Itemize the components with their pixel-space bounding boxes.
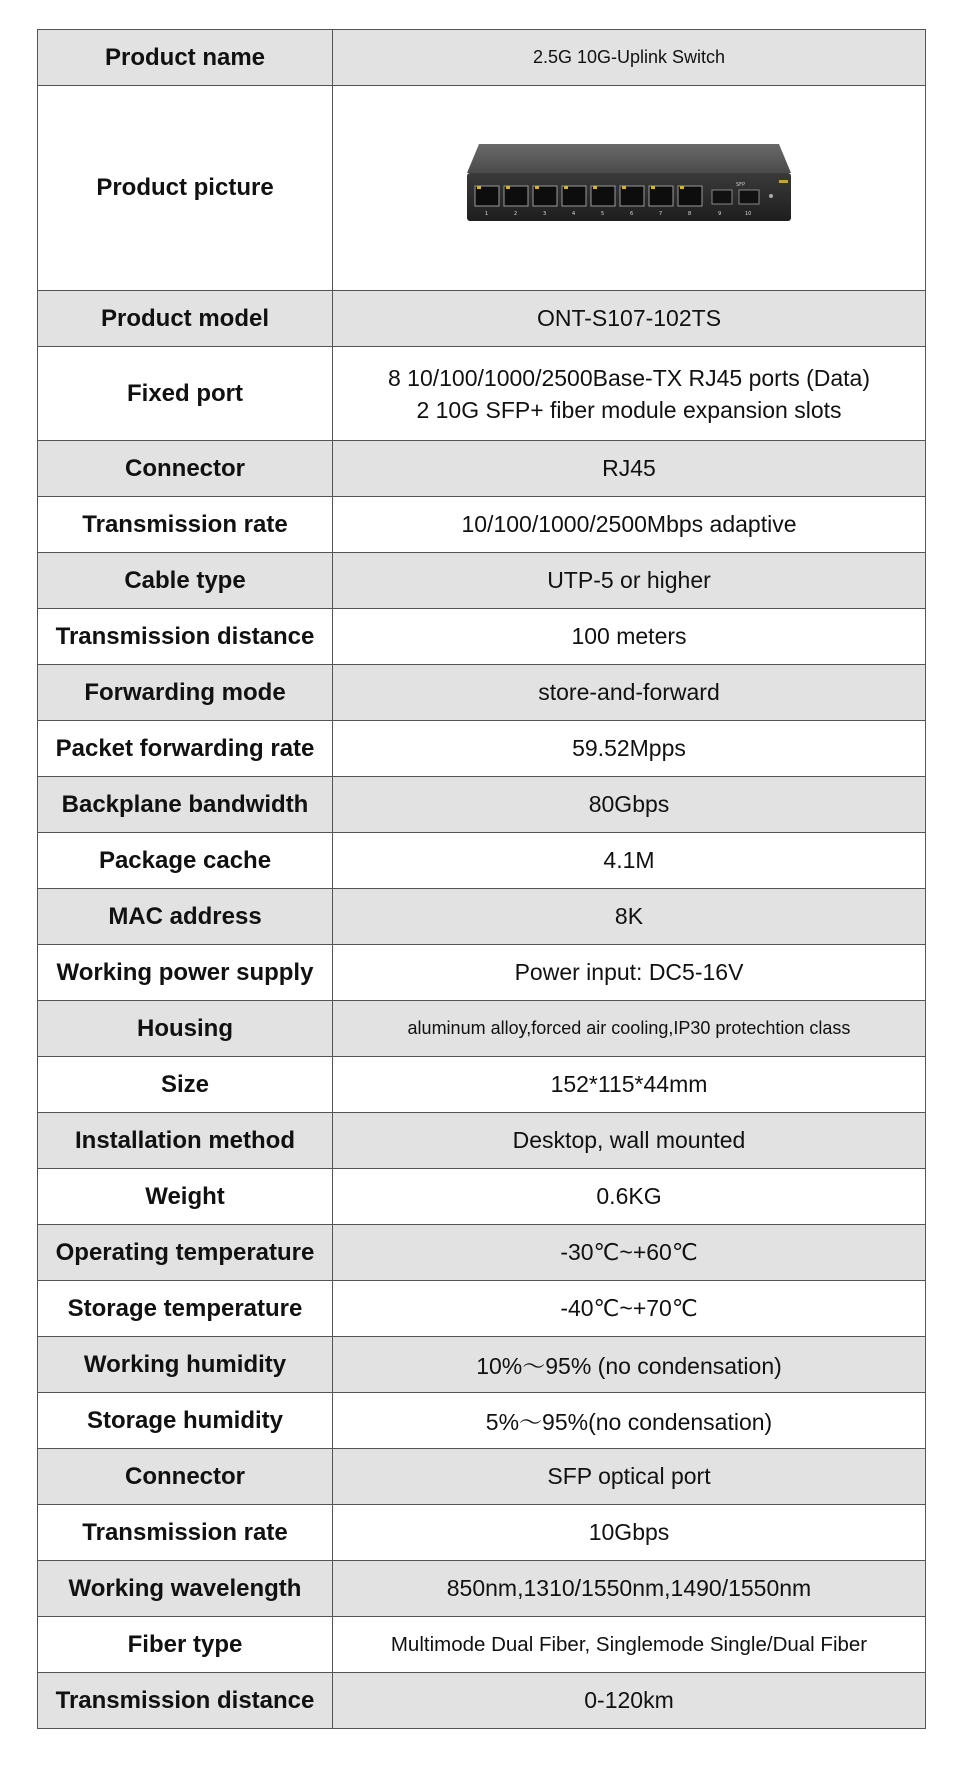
port-label: 4 [572,211,576,217]
row-operating-temperature [38,1225,926,1281]
port-led [564,186,568,189]
value: 10Gbps [333,1505,926,1561]
value: store-and-forward [333,665,926,721]
port-led [506,186,510,189]
svg-text:10: 10 [745,211,752,217]
value: 4.1M [333,833,926,889]
label: Fiber type [38,1617,333,1673]
label: Operating temperature [38,1225,333,1281]
row-product-name [38,30,926,86]
label: Product picture [38,86,333,291]
product-picture-cell [333,86,926,291]
port-label: 6 [630,211,634,217]
row-working-humidity [38,1337,926,1393]
port-label: 1 [485,211,489,217]
row-storage-temperature [38,1281,926,1337]
svg-text:9: 9 [718,211,722,217]
port-label: 3 [543,211,547,217]
label: MAC address [38,889,333,945]
label: Connector [38,441,333,497]
label: Forwarding mode [38,665,333,721]
label: Transmission rate [38,497,333,553]
value: 10%～95% (no condensation) [333,1337,926,1393]
row-packet-forwarding-rate [38,721,926,777]
row-connector [38,441,926,497]
label: Product model [38,291,333,347]
label: Fixed port [38,347,333,441]
value: Power input: DC5-16V [333,945,926,1001]
sfp-text: SFP [736,182,746,188]
port-led [477,186,481,189]
port-label: 7 [659,211,663,217]
value: UTP-5 or higher [333,553,926,609]
label: Installation method [38,1113,333,1169]
port-label: 2 [514,211,518,217]
label: Connector [38,1449,333,1505]
value: 0.6KG [333,1169,926,1225]
port-led [535,186,539,189]
value: 10/100/1000/2500Mbps adaptive [333,497,926,553]
label: Working humidity [38,1337,333,1393]
label: Transmission distance [38,1673,333,1729]
value: ONT-S107-102TS [333,291,926,347]
value: Multimode Dual Fiber, Singlemode Single/Dual Fiber [333,1617,926,1673]
value: -40℃~+70℃ [333,1281,926,1337]
row-storage-humidity [38,1393,926,1449]
label: Packet forwarding rate [38,721,333,777]
label: Working wavelength [38,1561,333,1617]
value: 80Gbps [333,777,926,833]
port-led [651,186,655,189]
row-fiber-type [38,1617,926,1673]
label: Transmission distance [38,609,333,665]
row-sfp-transmission-distance [38,1673,926,1729]
value: Desktop, wall mounted [333,1113,926,1169]
value: 152*115*44mm [333,1057,926,1113]
value: 100 meters [333,609,926,665]
label: Transmission rate [38,1505,333,1561]
port-led [622,186,626,189]
spec-table [37,29,926,1729]
label: Storage temperature [38,1281,333,1337]
label: Cable type [38,553,333,609]
row-product-picture [38,86,926,291]
row-size [38,1057,926,1113]
value: 2.5G 10G-Uplink Switch [333,30,926,86]
row-forwarding-mode [38,665,926,721]
network-switch-icon [449,138,809,238]
row-sfp-connector [38,1449,926,1505]
row-transmission-rate [38,497,926,553]
value-line-1: 8 10/100/1000/2500Base-TX RJ45 ports (Data) [387,364,870,391]
value: 59.52Mpps [333,721,926,777]
label: Storage humidity [38,1393,333,1449]
port-label: 5 [601,211,605,217]
row-product-model [38,291,926,347]
label: Housing [38,1001,333,1057]
value: aluminum alloy,forced air cooling,IP30 protechtion class [333,1001,926,1057]
value: -30℃~+60℃ [333,1225,926,1281]
row-weight [38,1169,926,1225]
label: Weight [38,1169,333,1225]
label: Working power supply [38,945,333,1001]
row-working-power-supply [38,945,926,1001]
value [333,347,926,441]
row-transmission-distance [38,609,926,665]
row-cable-type [38,553,926,609]
port-led [593,186,597,189]
value: 850nm,1310/1550nm,1490/1550nm [333,1561,926,1617]
value: SFP optical port [333,1449,926,1505]
value-line-2: 2 10G SFP+ fiber module expansion slots [416,396,842,423]
label: Package cache [38,833,333,889]
value: 5%～95%(no condensation) [333,1393,926,1449]
label: Backplane bandwidth [38,777,333,833]
value: 8K [333,889,926,945]
value: 0-120km [333,1673,926,1729]
value: RJ45 [333,441,926,497]
row-mac-address [38,889,926,945]
row-package-cache [38,833,926,889]
label: Product name [38,30,333,86]
port-led [680,186,684,189]
row-housing [38,1001,926,1057]
row-installation-method [38,1113,926,1169]
row-working-wavelength [38,1561,926,1617]
port-label: 8 [688,211,692,217]
row-fixed-port [38,347,926,441]
row-backplane-bandwidth [38,777,926,833]
row-sfp-transmission-rate [38,1505,926,1561]
label: Size [38,1057,333,1113]
